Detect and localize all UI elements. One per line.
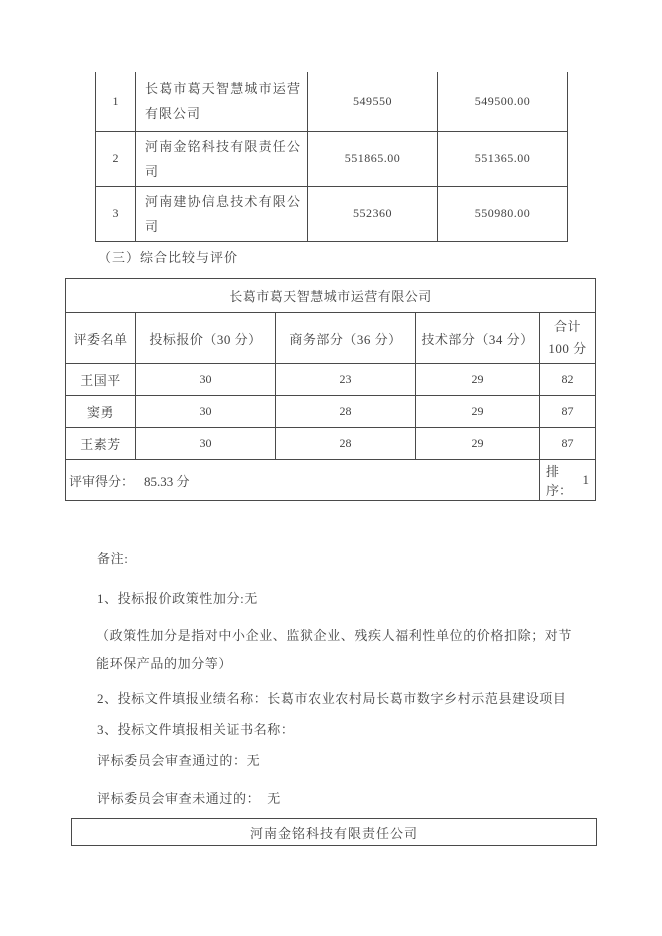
business-score: 28 [276,428,416,460]
bid-row [96,186,568,241]
business-score: 28 [276,396,416,428]
judge-name: 王素芳 [66,428,136,460]
evaluated-price: 549500.00 [438,72,568,131]
total-score: 87 [540,396,596,428]
table-row [66,364,596,396]
col-header-total [540,313,596,364]
rank-cell [540,460,596,501]
tech-score: 29 [416,396,540,428]
tech-score: 29 [416,428,540,460]
bid-price-table [95,72,568,242]
review-score-value: 85.33 分 [144,473,190,489]
bid-score: 30 [136,396,276,428]
evaluated-company-name: 长葛市葛天智慧城市运营有限公司 [66,279,596,313]
note-review-passed: 评标委员会审查通过的：无 [97,753,261,768]
note-policy-bonus: 1、投标报价政策性加分:无 [97,591,258,606]
col-header-business-score: 商务部分（36 分） [276,313,416,364]
note-policy-explanation [96,622,572,678]
review-score-label: 评审得分： [69,473,135,489]
next-company-table [71,818,597,846]
rank-value: 1 [582,472,589,487]
bid-row [96,72,568,131]
bidder-name: 河南金铭科技有限责任公司 [136,131,308,186]
note-review-failed: 评标委员会审查未通过的： 无 [97,791,281,806]
note-policy-explanation-line1: （政策性加分是指对中小企业、监狱企业、残疾人福利性单位的价格扣除；对节 [96,628,573,643]
bidder-name: 河南建协信息技术有限公司 [136,186,308,241]
bidder-name: 长葛市葛天智慧城市运营有限公司 [136,72,308,131]
total-header-line2: 100 分 [548,341,587,356]
evaluated-price: 551365.00 [438,131,568,186]
bid-score: 30 [136,428,276,460]
note-certificates: 3、投标文件填报相关证书名称： [97,722,295,737]
section-heading: （三）综合比较与评价 [98,250,239,265]
total-score: 87 [540,428,596,460]
note-performance: 2、投标文件填报业绩名称：长葛市农业农村局长葛市数字乡村示范县建设项目 [97,691,567,706]
total-header-line1: 合计 [553,319,581,334]
table-row [66,396,596,428]
tech-score: 29 [416,364,540,396]
row-number: 2 [96,131,136,186]
total-score: 82 [540,364,596,396]
notes-title: 备注: [97,551,129,566]
table-row [66,428,596,460]
comprehensive-evaluation-table [65,278,596,501]
bid-score: 30 [136,364,276,396]
row-number: 1 [96,72,136,131]
judge-name: 王国平 [66,364,136,396]
col-header-judges: 评委名单 [66,313,136,364]
judge-name: 窦勇 [66,396,136,428]
summary-row [66,460,596,501]
note-policy-explanation-line2: 能环保产品的加分等） [96,656,233,671]
business-score: 23 [276,364,416,396]
col-header-tech-score: 技术部分（34 分） [416,313,540,364]
bid-price: 552360 [308,186,438,241]
bid-price: 551865.00 [308,131,438,186]
bid-row [96,131,568,186]
table-row [66,279,596,313]
col-header-bid-score: 投标报价（30 分） [136,313,276,364]
header-row [66,313,596,364]
review-score-cell [66,460,540,501]
bid-price: 549550 [308,72,438,131]
rank-label: 排序： [546,464,573,498]
next-company-name: 河南金铭科技有限责任公司 [249,825,418,841]
row-number: 3 [96,186,136,241]
evaluated-price: 550980.00 [438,186,568,241]
